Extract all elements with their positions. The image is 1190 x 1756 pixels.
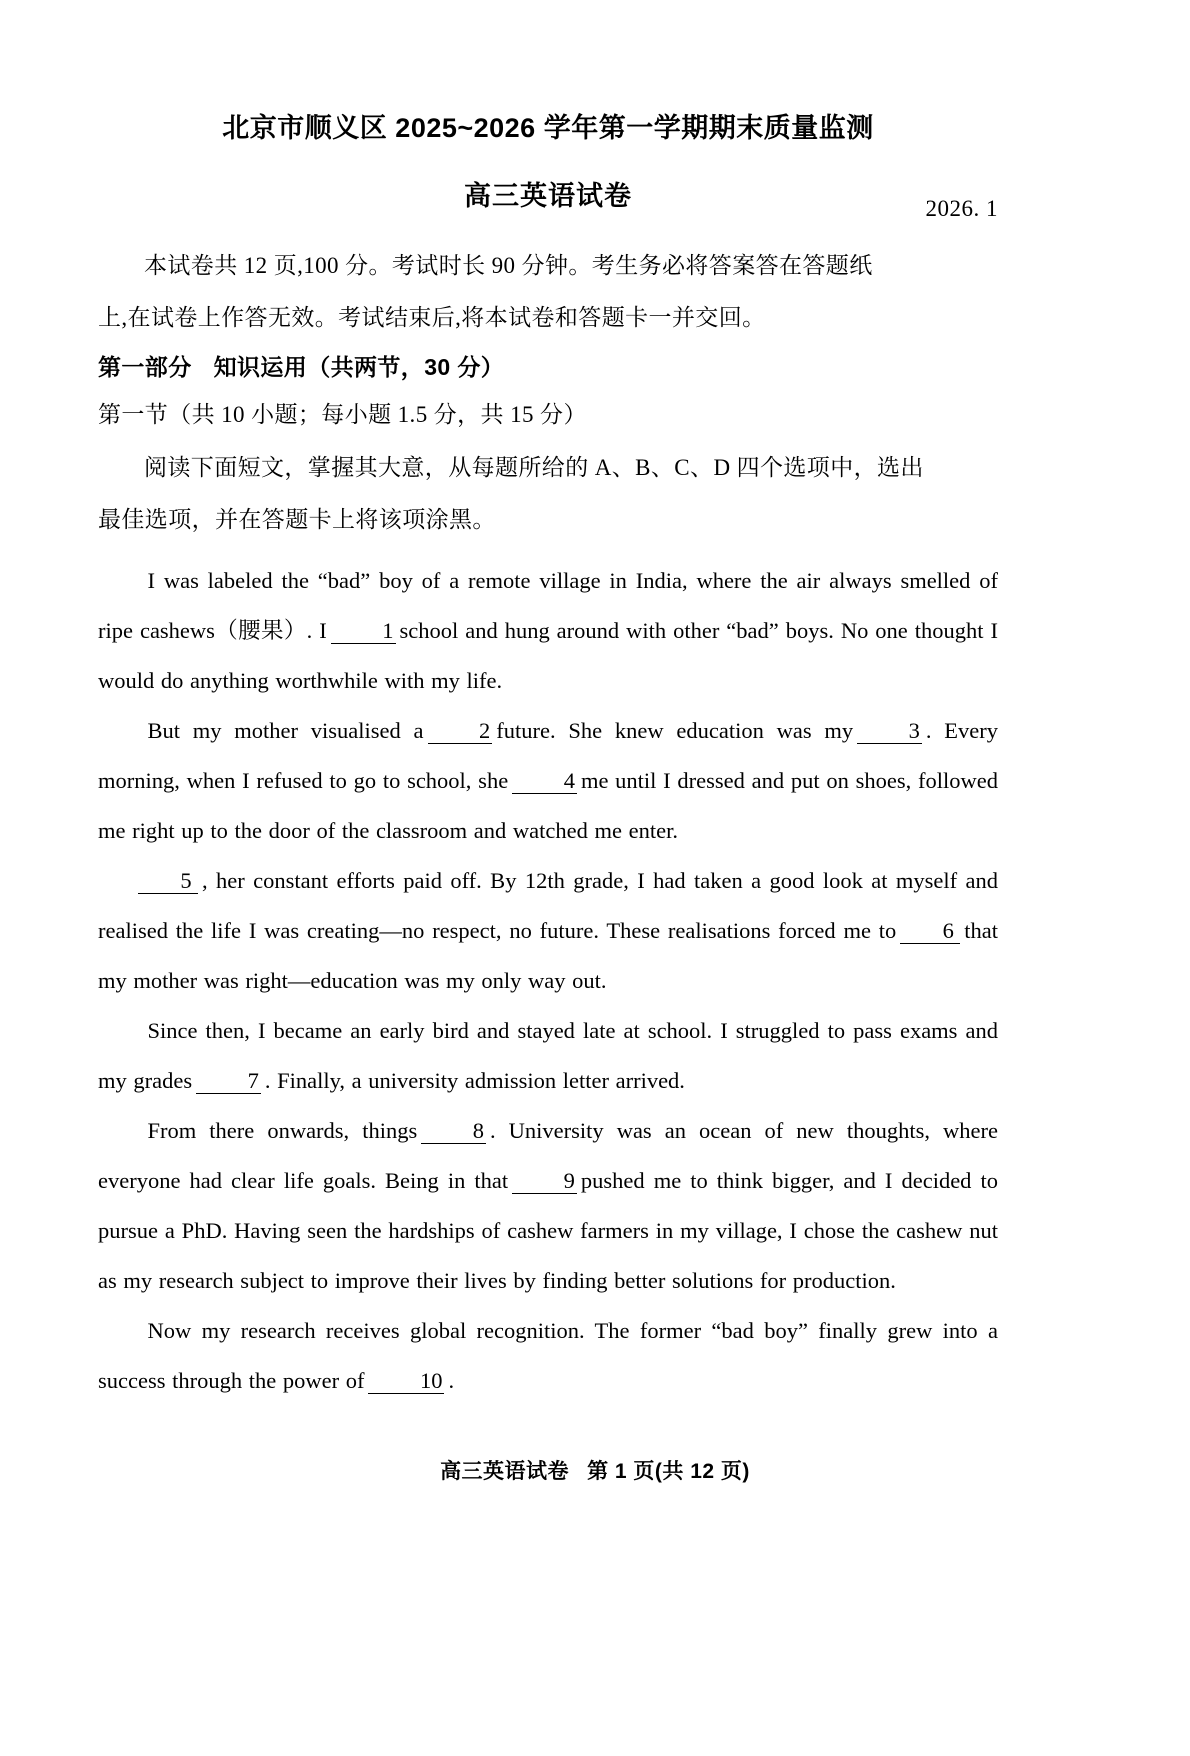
passage-paragraph-5 — [98, 1106, 998, 1306]
paragraph-6-text-a: Now my research receives global recognition. The former “bad boy” finally grew into a success through the power of — [98, 1318, 998, 1394]
section-directions — [98, 442, 998, 546]
paragraph-4-text-b: . Finally, a university admission letter arrived. — [264, 1068, 685, 1094]
paragraph-2-text-b: future. She knew education was my — [496, 718, 854, 744]
page-footer — [0, 1455, 1190, 1485]
passage-paragraph-1 — [98, 556, 998, 706]
section-one-heading: 第一节（共 10 小题；每小题 1.5 分，共 15 分） — [98, 402, 587, 428]
cloze-passage — [98, 556, 998, 1406]
cloze-blank-9[interactable]: 9 — [512, 1169, 577, 1194]
paragraph-3-text-a: , her constant efforts paid off. By 12th grade, I had taken a good look at myself and realised the life I was creating—no respect, no future. These realisations forced me to — [98, 868, 998, 944]
paragraph-6-text-b: . — [448, 1368, 455, 1394]
passage-paragraph-6 — [98, 1306, 998, 1406]
page-content — [98, 0, 998, 1406]
paragraph-2-text-a: But my mother visualised a — [147, 718, 424, 744]
passage-paragraph-4 — [98, 1006, 998, 1106]
part-one-heading — [98, 344, 998, 391]
directions-line-1: 阅读下面短文，掌握其大意，从每题所给的 A、B、C、D 四个选项中，选出 — [144, 455, 924, 481]
cloze-blank-5[interactable]: 5 — [138, 869, 198, 894]
passage-paragraph-3 — [98, 856, 998, 1006]
subtitle-row — [98, 180, 998, 224]
paragraph-2-text-d: me until I dressed and put on shoes, followed me right up to the door of the classroom and watched me enter. — [98, 768, 998, 844]
cloze-blank-2[interactable]: 2 — [428, 719, 493, 744]
paragraph-5-text-c: pushed me to think bigger, and I decided to pursue a PhD. Having seen the hardships of cashew farmers in my village, I chose the cashew nut as my research subject to improve their lives by finding better solutions for production. — [98, 1168, 998, 1294]
part-one-title: 知识运用（共两节，30 分） — [213, 354, 505, 381]
paragraph-5-text-a: From there onwards, things — [147, 1118, 418, 1144]
paragraph-3-text-b: that my mother was right—education was my only way out. — [98, 918, 998, 994]
footer-page-number: 第 1 页(共 12 页) — [587, 1460, 750, 1483]
page-title: 北京市顺义区 2025~2026 学年第一学期期末质量监测 — [222, 113, 874, 143]
exam-date: 2026. 1 — [925, 196, 998, 222]
paragraph-1-text-b: school and hung around with other “bad” boys. No one thought I would do anything worthwhile with my life. — [98, 618, 998, 694]
directions-line-2: 最佳选项，并在答题卡上将该项涂黑。 — [98, 507, 496, 533]
exam-instructions — [98, 240, 998, 344]
part-one-label: 第一部分 — [98, 354, 192, 381]
cloze-blank-1[interactable]: 1 — [331, 619, 396, 644]
passage-paragraph-2 — [98, 706, 998, 856]
cloze-blank-6[interactable]: 6 — [900, 919, 960, 944]
cloze-blank-7[interactable]: 7 — [196, 1069, 261, 1094]
cloze-blank-10[interactable]: 10 — [368, 1369, 444, 1394]
cloze-blank-4[interactable]: 4 — [512, 769, 577, 794]
instruction-line-2: 上,在试卷上作答无效。考试结束后,将本试卷和答题卡一并交回。 — [98, 305, 766, 331]
paragraph-2-text-c: . Every morning, when I refused to go to school, she — [98, 718, 999, 794]
paragraph-5-text-b: . University was an ocean of new thoughts, where everyone had clear life goals. Being in that — [98, 1118, 998, 1194]
paragraph-4-text-a: Since then, I became an early bird and stayed late at school. I struggled to pass exams and my grades — [98, 1018, 998, 1094]
exam-subject-title: 高三英语试卷 — [464, 181, 632, 212]
cloze-blank-8[interactable]: 8 — [421, 1119, 486, 1144]
instruction-line-1: 本试卷共 12 页,100 分。考试时长 90 分钟。考生务必将答案答在答题纸 — [144, 253, 873, 279]
footer-doc-name: 高三英语试卷 — [440, 1460, 570, 1483]
paragraph-1-text-a: I was labeled the “bad” boy of a remote village in India, where the air always smelled of ripe cashews（腰果）. I — [98, 568, 998, 644]
cloze-blank-3[interactable]: 3 — [857, 719, 922, 744]
